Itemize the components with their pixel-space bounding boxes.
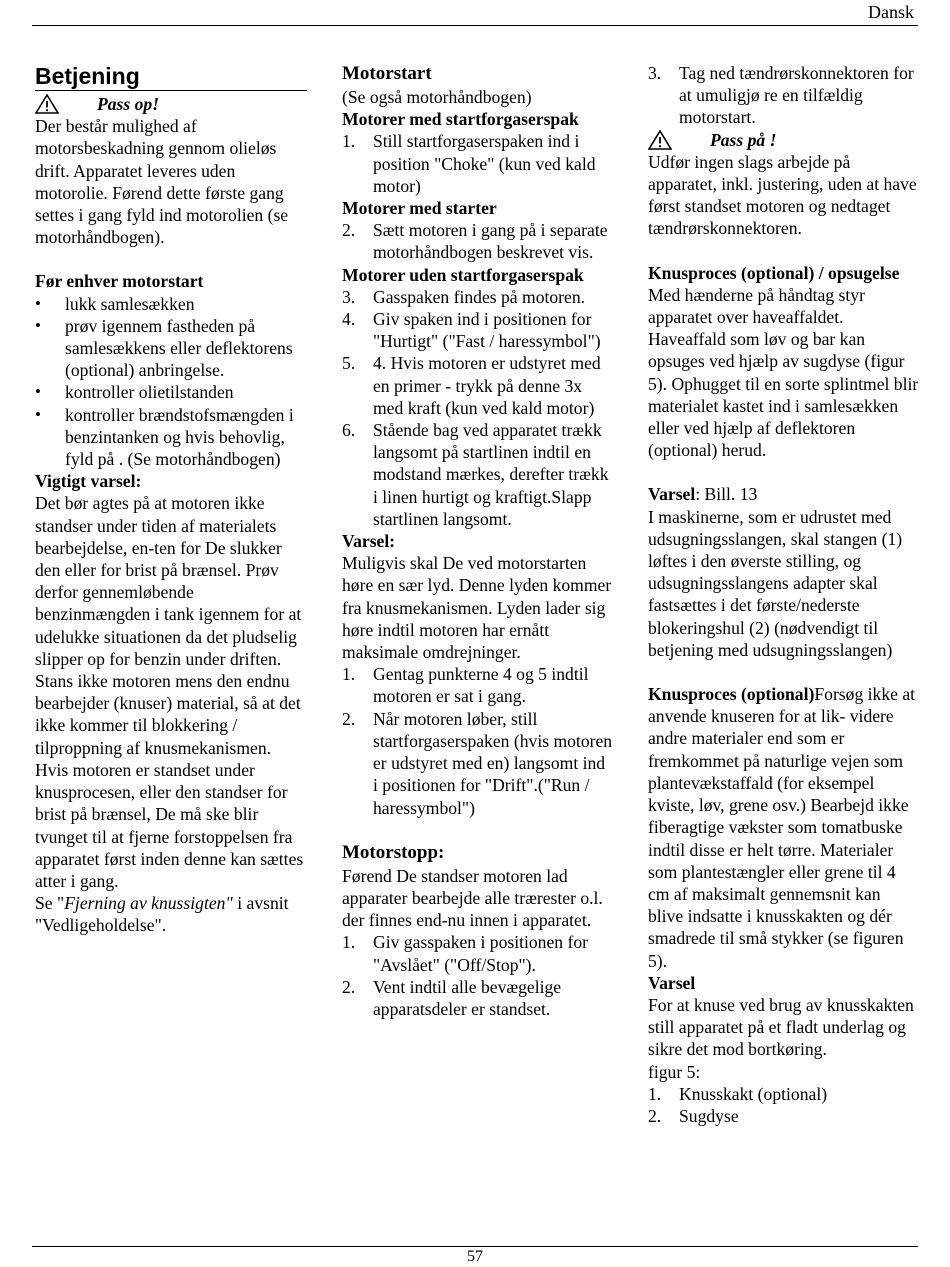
motorstopp-text: Førend De standser motoren lad apparater bearbejde alle trærester o.l. der finnes end-nu innen i apparatet. [342, 865, 603, 931]
list-item: 1. Knusskakt (optional) [648, 1083, 828, 1104]
motorstart-heading: Motorstart [342, 63, 432, 84]
knus-paragraph: Knusproces (optional)Forsøg ikke at anvende knuseren for at lik- videre andre materialer end som er fremkommet på naturlige vejen som plantevækstaffald (for eksempel kviste, løv, grene osv.) Bearbejd ikke fiberagtige vækster som tomatbuske indtil disse er helt tørre. Materialer som plantestængler eller grene til 4 cm af maksimalt gennemsnit kan blive indsatte i knusskakten og dér smadrede til små stykker (se figuren 5). [648, 684, 916, 971]
starter-list [342, 219, 614, 263]
see-reference-italic: Fjerning av knussigten" [64, 893, 233, 914]
varsel-text: I maskinerne, som er udrustet med udsugningsslangen, skal stangen (1) løftes i den øverste stilling, og udsugningsslangens adapter skal fastsættes i det første/nederste blokeringshul (2) (nødvendigt til betjening med udsugningsslangen) [648, 506, 903, 660]
list-item: 1. Giv gasspaken i positionen for "Avslået" ("Off/Stop"). [342, 932, 588, 975]
list-item: 2. Sætt motoren i gang på i separate motorhåndbogen beskrevet vis. [342, 220, 608, 263]
important-heading: Vigtigt varsel: [35, 471, 142, 492]
list-item: • kontroller olietilstanden [35, 381, 307, 403]
suction-heading: Knusproces (optional) / opsugelse [648, 262, 900, 283]
warning-triangle-icon [648, 130, 672, 150]
caution-text: Der består mulighed af motorsbeskadning gennom olieløs drift. Apparatet leveres uden motorolie. Førend dette første gang settes i gang fyld ind motorolien (se motorhåndbogen). [35, 116, 289, 248]
list-item: 2. Sugdyse [648, 1105, 739, 1126]
caution-label: Pass op! [97, 94, 160, 114]
column-3 [648, 62, 920, 1127]
caution-line [648, 129, 920, 151]
column-1 [35, 62, 307, 937]
see-reference: Se "Fjerning av knussigten" i avsnit "Vedligeholdelse". [35, 893, 289, 936]
motorstopp-heading: Motorstopp: [342, 841, 445, 863]
varsel-text: Muligvis skal De ved motorstarten høre en sær lyd. Denne lyden kommer fra knusmekanismen. Lyden lader sig høre indtil motoren har ernått maksimale omdrejninger. [342, 553, 612, 663]
varsel2-heading: Varsel [648, 972, 696, 993]
varsel-list [342, 663, 614, 818]
page-number: 57 [467, 1248, 483, 1265]
list-item: 1. Gentag punkterne 4 og 5 indtil motoren er sat i gang. [342, 664, 589, 707]
no-choke-list [342, 286, 614, 530]
figure-list [648, 1083, 920, 1127]
figure-label: figur 5: [648, 1061, 701, 1082]
list-item: • kontroller brændstofsmængden i benzintanken og hvis behovlig, fyld på . (Se motorhåndbogen) [35, 404, 307, 471]
varsel-heading: Varsel: [342, 531, 396, 552]
varsel-bill-line: Varsel: Bill. 13 [648, 484, 758, 505]
important-text-2: Hvis motoren er standset under knusprocesen, eller den standser for brist på brænsel, De må ske blir tvunget til at fjerne forstoppelsen fra apparatet først inden denne kan sættes atter i gang. [35, 759, 304, 891]
header-language: Dansk [868, 2, 914, 22]
list-item: 4. Giv spaken ind i positionen for "Hurtigt" ("Fast / haressymbol") [342, 309, 601, 352]
no-choke-heading: Motorer uden startforgaserspak [342, 264, 584, 285]
warning-triangle-icon [35, 94, 59, 114]
motorstopp-list [342, 931, 614, 1020]
footer-rule [32, 1246, 918, 1247]
starter-heading: Motorer med starter [342, 198, 497, 219]
spark-plug-list [648, 62, 920, 129]
caution-text: Udfør ingen slags arbejde på apparatet, inkl. justering, uden at have først standset motoren og nedtaget tændrørskonnektoren. [648, 151, 917, 239]
motorstart-note: (Se også motorhåndbogen) [342, 87, 532, 107]
caution-label: Pass på ! [710, 129, 777, 150]
varsel-label: Varsel [648, 484, 696, 505]
list-item: • lukk samlesækken [35, 293, 307, 315]
column-2 [342, 62, 614, 1020]
caution-line [35, 93, 307, 115]
list-item: 3. Tag ned tændrørskonnektoren for at umuligjø re en tilfældig motorstart. [648, 63, 914, 128]
before-start-heading: Før enhver motorstart [35, 271, 204, 292]
before-start-list [35, 293, 307, 471]
important-text-1: Det bør agtes på at motoren ikke standser under tiden af materialets bearbejdelse, en-ten for De slukker den eller for brist på brænsel. Prøv derfor gennemløbende benzinmængden i tank igennem for at udelukke situationen da det pludselig slipper op for benzin under driften. Stans ikke motoren mens den endnu bearbejder (knuser) material, så at det ikke kommer til blokkering / tilproppning af knusmekanismen. [35, 493, 302, 758]
list-item: 5. 4. Hvis motoren er udstyret med en primer - trykk på denne 3x med kraft (kun ved kald motor) [342, 353, 601, 418]
list-item: 2. Når motoren løber, still startforgaserspaken (hvis motoren er udstyret med en) langsomt ind i positionen for "Drift".("Run / haressymbol") [342, 708, 613, 818]
suction-text: Med hænderne på håndtag styr apparatet over haveaffaldet. Haveaffald som løv og bar kan opsuges ved hjælp av sugdyse (figur 5). Ophugget til en sorte splintmel blir materialet kastet ind i samlesækken eller ved hjælp af deflektoren (optional) herud. [648, 284, 919, 461]
varsel2-text: For at knuse ved brug av knusskakten still apparatet på et fladt underlag og sikre det mod bortkøring. [648, 994, 914, 1060]
list-item: 2. Vent indtil alle bevægelige apparatsdeler er standset. [342, 976, 562, 1019]
list-item: 6. Stående bag ved apparatet trækk langsomt på startlinen indtil en modstand mærkes, derefter trækk i linen hurtigt og kraftigt.Slapp startlinen langsomt. [342, 420, 609, 529]
list-item: 1. Still startforgaserspaken ind i position "Choke" (kun ved kald motor) [342, 131, 596, 196]
choke-list [342, 130, 614, 197]
list-item: 3. Gasspaken findes på motoren. [342, 286, 586, 307]
section-heading-betjening: Betjening [35, 62, 307, 91]
knus-heading: Knusproces (optional) [648, 684, 815, 705]
choke-heading: Motorer med startforgaserspak [342, 109, 579, 130]
header-rule [32, 25, 918, 26]
list-item: • prøv igennem fastheden på samlesækkens eller deflektorens (optional) anbringelse. [35, 315, 307, 382]
